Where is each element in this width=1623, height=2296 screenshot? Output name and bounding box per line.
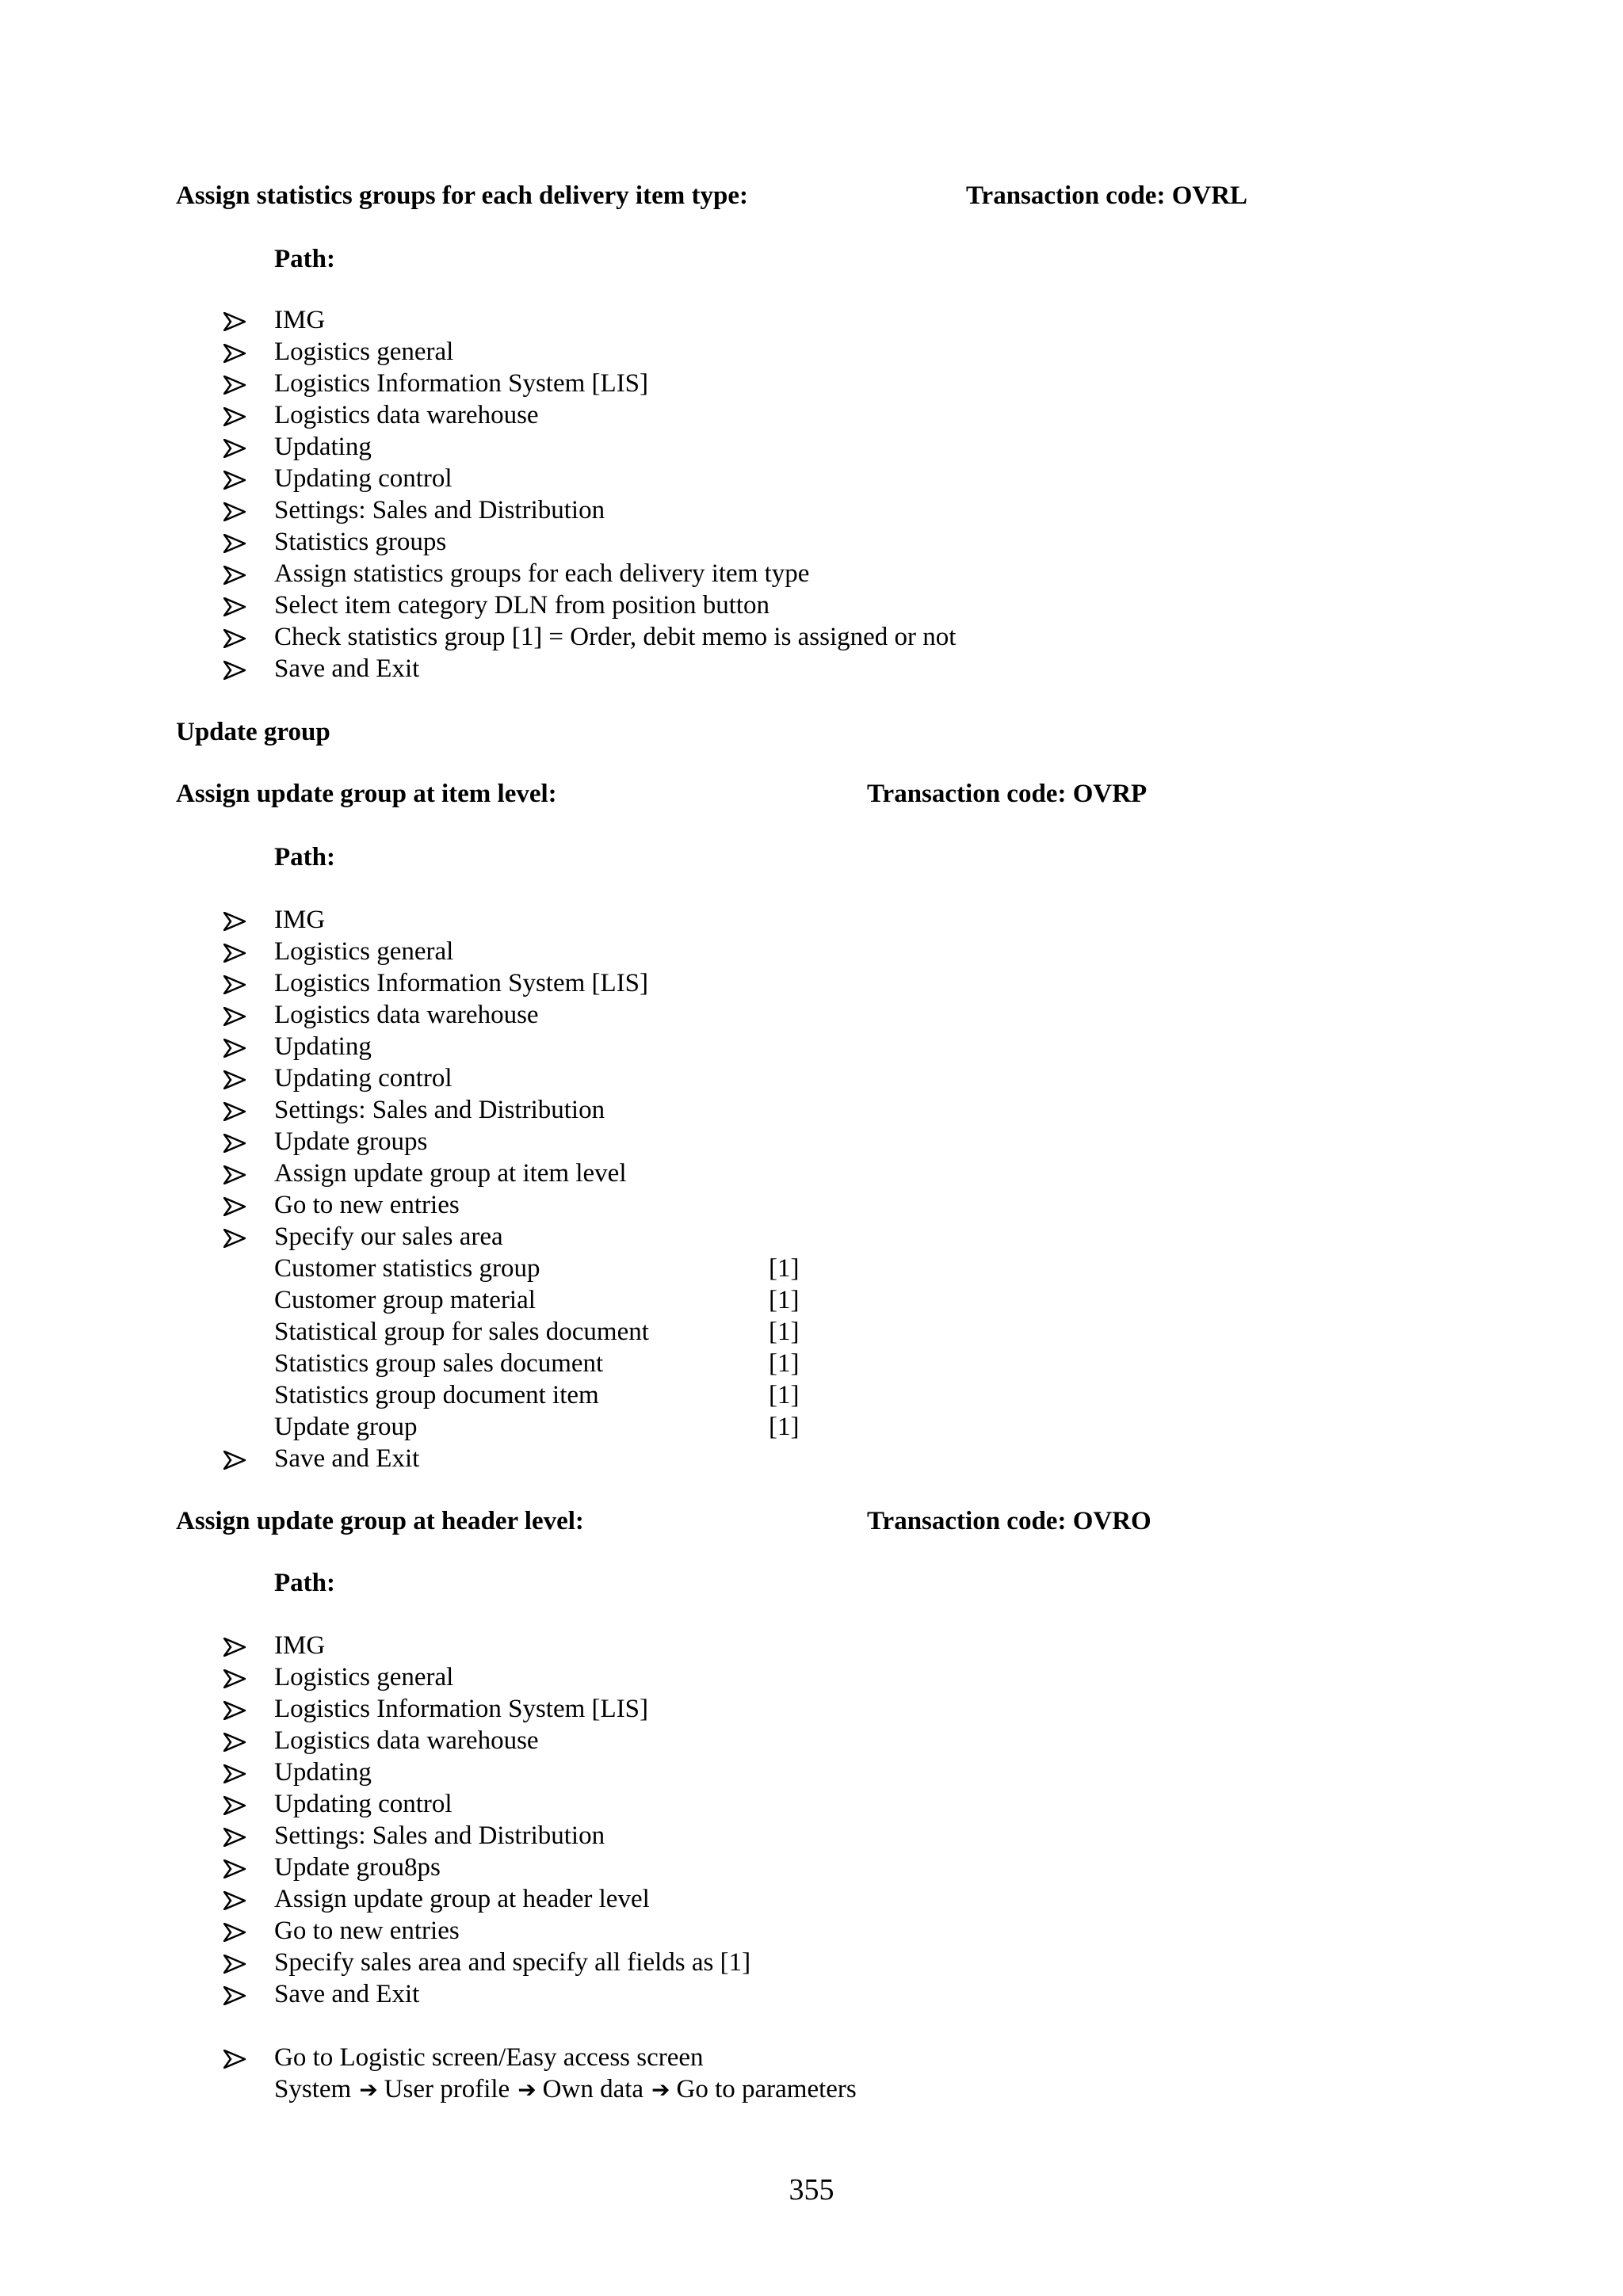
arrow-bullet-icon	[223, 399, 247, 431]
list-item-text: Settings: Sales and Distribution	[274, 496, 605, 524]
list-item	[0, 999, 1623, 1031]
list-item	[0, 1788, 1623, 1820]
list-item	[0, 1443, 1623, 1474]
arrow-bullet-icon	[223, 1978, 247, 2010]
list-item-text: Logistics Information System [LIS]	[274, 969, 649, 997]
path-label: Path:	[274, 1569, 335, 1597]
right-arrow-icon: ➔	[651, 2077, 670, 2103]
list-item-text: Go to new entries	[274, 1191, 460, 1219]
arrow-bullet-icon	[223, 621, 247, 653]
list-item-text: Save and Exit	[274, 1980, 420, 2008]
list-item	[0, 1158, 1623, 1189]
path-row	[0, 243, 1623, 275]
transaction-code: Transaction code: OVRL	[966, 181, 1248, 210]
list-item-text: Settings: Sales and Distribution	[274, 1096, 605, 1124]
subsection-heading: Update group	[176, 718, 330, 746]
arrow-bullet-icon	[223, 589, 247, 621]
section-heading: Assign update group at header level:	[176, 1507, 584, 1535]
list-item	[0, 1094, 1623, 1126]
arrow-bullet-icon	[223, 1158, 247, 1189]
arrow-bullet-icon	[223, 1788, 247, 1820]
path-row	[0, 841, 1623, 873]
list-item	[0, 1189, 1623, 1221]
list-item	[0, 2042, 1623, 2073]
field-row	[0, 1316, 1623, 1348]
list-item	[0, 1126, 1623, 1158]
list-item	[0, 1031, 1623, 1062]
arrow-bullet-icon	[223, 1031, 247, 1062]
field-row	[0, 1284, 1623, 1316]
list-item	[0, 967, 1623, 999]
field-label: Customer group material	[274, 1286, 536, 1314]
field-value: [1]	[769, 1349, 800, 1378]
list-item	[0, 1883, 1623, 1915]
path-label: Path:	[274, 245, 335, 273]
list-item-text: Check statistics group [1] = Order, debit memo is assigned or not	[274, 623, 957, 651]
arrow-bullet-icon	[223, 1661, 247, 1693]
list-item	[0, 399, 1623, 431]
field-label: Statistics group document item	[274, 1381, 599, 1409]
list-item	[0, 1756, 1623, 1788]
nav-step: User profile	[384, 2075, 510, 2103]
list-item-text: Go to new entries	[274, 1917, 460, 1945]
section-heading-row	[0, 180, 1623, 212]
field-value: [1]	[769, 1413, 800, 1441]
list-item-text: Logistics data warehouse	[274, 1726, 539, 1755]
list-item-text: Logistics general	[274, 338, 454, 366]
list-item-text: Go to Logistic screen/Easy access screen	[274, 2043, 704, 2072]
arrow-bullet-icon	[223, 463, 247, 494]
list-item-text: IMG	[274, 306, 326, 334]
arrow-bullet-icon	[223, 1443, 247, 1474]
section-heading: Assign statistics groups for each delivery item type:	[176, 181, 748, 210]
arrow-bullet-icon	[223, 1820, 247, 1852]
arrow-bullet-icon	[223, 526, 247, 558]
list-item	[0, 1915, 1623, 1947]
nav-step: Go to parameters	[676, 2075, 857, 2103]
list-item	[0, 589, 1623, 621]
arrow-bullet-icon	[223, 1947, 247, 1978]
field-label: Statistics group sales document	[274, 1349, 604, 1378]
transaction-code: Transaction code: OVRO	[867, 1507, 1151, 1535]
field-row	[0, 1379, 1623, 1411]
arrow-bullet-icon	[223, 1630, 247, 1661]
navigation-path-text	[274, 2073, 857, 2106]
list-item	[0, 526, 1623, 558]
section-heading-row	[0, 1505, 1623, 1537]
list-item-text: Assign update group at header level	[274, 1885, 650, 1913]
list-item-text: Logistics data warehouse	[274, 1001, 539, 1029]
field-value: [1]	[769, 1286, 800, 1314]
list-item	[0, 1852, 1623, 1883]
arrow-bullet-icon	[223, 653, 247, 685]
list-item-text: IMG	[274, 1631, 326, 1660]
field-label: Statistical group for sales document	[274, 1318, 649, 1346]
list-item-text: Updating control	[274, 1790, 453, 1818]
arrow-bullet-icon	[223, 1852, 247, 1883]
section-heading-row	[0, 778, 1623, 810]
transaction-code: Transaction code: OVRP	[867, 780, 1148, 808]
list-item	[0, 1221, 1623, 1253]
arrow-bullet-icon	[223, 368, 247, 399]
path-row	[0, 1567, 1623, 1599]
arrow-bullet-icon	[223, 999, 247, 1031]
arrow-bullet-icon	[223, 431, 247, 463]
field-label: Update group	[274, 1413, 418, 1441]
list-item	[0, 336, 1623, 368]
arrow-bullet-icon	[223, 1883, 247, 1915]
list-item-text: Save and Exit	[274, 654, 420, 683]
arrow-bullet-icon	[223, 904, 247, 936]
list-item	[0, 1947, 1623, 1978]
list-item-text: Updating control	[274, 464, 453, 493]
list-item	[0, 936, 1623, 967]
arrow-bullet-icon	[223, 936, 247, 967]
arrow-bullet-icon	[223, 1189, 247, 1221]
list-item	[0, 494, 1623, 526]
list-item	[0, 653, 1623, 685]
list-item	[0, 1062, 1623, 1094]
list-item-text: Logistics general	[274, 937, 454, 966]
list-item	[0, 1693, 1623, 1725]
list-item-text: IMG	[274, 906, 326, 934]
field-value: [1]	[769, 1254, 800, 1283]
list-item-text: Update groups	[274, 1127, 428, 1156]
list-item-text: Logistics Information System [LIS]	[274, 1695, 649, 1723]
list-item	[0, 1820, 1623, 1852]
list-item-text: Assign update group at item level	[274, 1159, 627, 1188]
section-heading: Assign update group at item level:	[176, 780, 557, 808]
list-item-text: Select item category DLN from position button	[274, 591, 770, 620]
arrow-bullet-icon	[223, 1094, 247, 1126]
list-item-text: Settings: Sales and Distribution	[274, 1821, 605, 1850]
list-item-text: Updating	[274, 1758, 372, 1787]
arrow-bullet-icon	[223, 1062, 247, 1094]
list-item-text: Save and Exit	[274, 1444, 420, 1473]
arrow-bullet-icon	[223, 1693, 247, 1725]
list-item	[0, 304, 1623, 336]
field-row	[0, 1253, 1623, 1284]
list-item-text: Specify sales area and specify all fields as [1]	[274, 1948, 751, 1977]
list-item	[0, 558, 1623, 589]
arrow-bullet-icon	[223, 1915, 247, 1947]
field-value: [1]	[769, 1318, 800, 1346]
list-item-text: Assign statistics groups for each delivery item type	[274, 559, 810, 588]
list-item-text: Specify our sales area	[274, 1222, 503, 1251]
field-row	[0, 1411, 1623, 1443]
nav-step: System	[274, 2075, 352, 2103]
subsection-heading-row	[0, 716, 1623, 748]
list-item	[0, 1725, 1623, 1756]
list-item	[0, 621, 1623, 653]
arrow-bullet-icon	[223, 967, 247, 999]
right-arrow-icon: ➔	[359, 2077, 378, 2103]
arrow-bullet-icon	[223, 1221, 247, 1253]
arrow-bullet-icon	[223, 558, 247, 589]
arrow-bullet-icon	[223, 494, 247, 526]
list-item-text: Update grou8ps	[274, 1853, 441, 1882]
field-value: [1]	[769, 1381, 800, 1409]
list-item-text: Logistics data warehouse	[274, 401, 539, 429]
list-item	[0, 1978, 1623, 2010]
arrow-bullet-icon	[223, 1725, 247, 1756]
right-arrow-icon: ➔	[517, 2077, 537, 2103]
arrow-bullet-icon	[223, 1126, 247, 1158]
arrow-bullet-icon	[223, 1756, 247, 1788]
list-item-text: Updating control	[274, 1064, 453, 1093]
path-label: Path:	[274, 843, 335, 871]
navigation-path	[0, 2073, 1623, 2105]
list-item	[0, 1630, 1623, 1661]
list-item	[0, 431, 1623, 463]
arrow-bullet-icon	[223, 336, 247, 368]
list-item	[0, 1661, 1623, 1693]
list-item-text: Updating	[274, 1032, 372, 1061]
nav-step: Own data	[542, 2075, 644, 2103]
list-item-text: Updating	[274, 433, 372, 461]
list-item	[0, 463, 1623, 494]
list-item-text: Logistics general	[274, 1663, 454, 1691]
list-item-text: Logistics Information System [LIS]	[274, 369, 649, 398]
arrow-bullet-icon	[223, 2042, 247, 2073]
list-item-text: Statistics groups	[274, 528, 447, 556]
page-number: 355	[789, 2173, 834, 2206]
list-item	[0, 904, 1623, 936]
field-row	[0, 1348, 1623, 1379]
arrow-bullet-icon	[223, 304, 247, 336]
list-item	[0, 368, 1623, 399]
field-label: Customer statistics group	[274, 1254, 540, 1283]
